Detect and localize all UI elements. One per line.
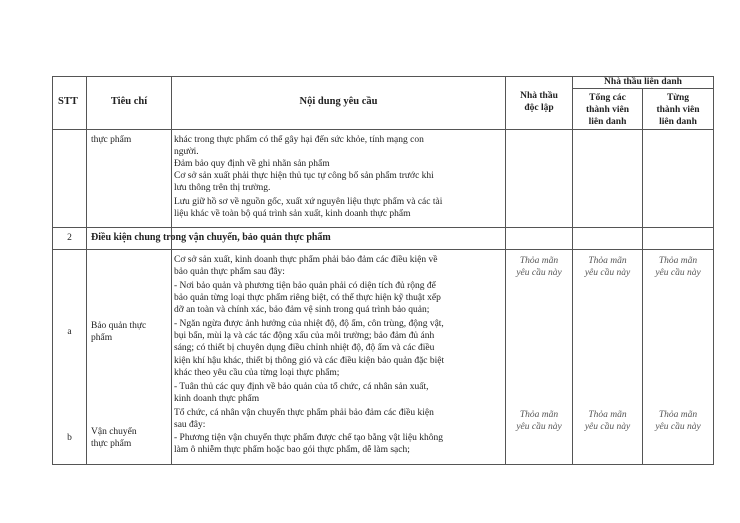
content-line: Cơ sở sản xuất phải thực hiện thủ tục tự công bố sản phẩm trước khi (174, 171, 434, 181)
row-b-meets-independent-2: yêu cầu này (516, 422, 562, 432)
row-a-meets-each: Thỏa mãn (658, 256, 698, 266)
table-bottom-border (52, 464, 714, 465)
column-divider (505, 76, 506, 465)
row-a-criteria-line1: Bảo quản thực (91, 321, 147, 331)
header-stt: STT (58, 96, 78, 107)
row-a-meets-total: Thỏa mãn (588, 256, 627, 266)
content-line: sau đây: (174, 420, 206, 430)
content-line: khác theo yêu cầu của từng loại thực phẩm; (174, 368, 340, 378)
content-line: liệu khác về toàn bộ quá trình sản xuất, kinh doanh thực phẩm (174, 209, 411, 219)
row-b-criteria-line2: thực phẩm (91, 439, 132, 449)
row-divider (52, 227, 714, 228)
content-line: sáng; có thiết bị chuyên dụng điều chỉnh nhiệt độ, độ ẩm và các điều (174, 343, 435, 353)
row-b-stt: b (67, 433, 72, 443)
column-divider (572, 76, 573, 465)
content-line: người. (174, 147, 199, 157)
content-line: kinh doanh thực phẩm (174, 394, 260, 404)
content-line: kiện khí hậu khác, thiết bị thông gió và các điều kiện bảo quản đặc biệt (174, 356, 445, 366)
column-divider (86, 76, 87, 465)
table-right-border (713, 76, 714, 465)
content-line: - Nơi bảo quản và phương tiện bảo quản phải có diện tích đủ rộng để (174, 281, 436, 291)
content-line: bảo quản từng loại thực phẩm riêng biệt, có thể thực hiện kỹ thuật xếp (174, 293, 441, 303)
row-a-meets-each-2: yêu cầu này (655, 268, 701, 278)
table-left-border (52, 76, 53, 465)
header-each-line3: liên danh (659, 117, 697, 127)
header-independent-line1: Nhà thầu (520, 91, 558, 101)
section2-stt: 2 (67, 233, 72, 243)
content-line: - Ngăn ngừa được ảnh hưởng của nhiệt độ, độ ẩm, côn trùng, động vật, (174, 319, 444, 329)
row-a-meets-independent: Thỏa mãn (519, 256, 559, 266)
content-line: làm ô nhiễm thực phẩm hoặc bao gói thực phẩm, dễ làm sạch; (174, 445, 410, 455)
row-b-meets-total-2: yêu cầu này (584, 422, 631, 432)
content-line: Lưu giữ hồ sơ về nguồn gốc, xuất xứ nguyên liệu thực phẩm và các tài (174, 197, 443, 207)
section2-title: Điều kiện chung trong vận chuyển, bảo quản thực phẩm (91, 232, 331, 243)
content-line: dỡ an toàn và chính xác, bảo đảm vệ sinh trong quá trình bảo quản; (174, 305, 430, 315)
header-total-line3: liên danh (588, 117, 627, 127)
header-bottom-border (52, 129, 714, 130)
content-line: khác trong thực phẩm có thể gây hại đến sức khỏe, tính mạng con (174, 135, 424, 145)
row-a-stt: a (67, 327, 72, 337)
row-b-meets-each: Thỏa mãn (658, 410, 698, 420)
header-each-line1: Từng (666, 93, 690, 103)
header-independent-line2: độc lập (524, 103, 554, 113)
row-divider (52, 249, 714, 250)
content-line: Cơ sở sản xuất, kinh doanh thực phẩm phải bảo đảm các điều kiện về (174, 255, 438, 265)
header-each-line2: thành viên (656, 105, 700, 115)
content-line: Đảm bảo quy định về ghi nhãn sản phẩm (174, 159, 330, 169)
row-b-meets-independent: Thỏa mãn (519, 410, 559, 420)
column-divider (642, 88, 643, 465)
row-a-criteria-line2: phẩm (91, 333, 113, 343)
cont-criteria: thực phẩm (91, 135, 132, 145)
header-content: Nội dung yêu cầu (299, 96, 378, 107)
row-a-meets-independent-2: yêu cầu này (516, 268, 562, 278)
row-b-criteria-line1: Vận chuyển (91, 427, 137, 437)
header-joint: Nhà thầu liên danh (604, 77, 682, 87)
content-line: Tổ chức, cá nhân vận chuyển thực phẩm phải bảo đảm các điều kiện (174, 408, 434, 418)
joint-header-divider (572, 88, 714, 89)
content-line: lưu thông trên thị trường. (174, 183, 271, 193)
row-a-meets-total-2: yêu cầu này (584, 268, 631, 278)
column-divider (171, 76, 172, 465)
content-line: - Tuân thủ các quy định về bảo quản của tổ chức, cá nhân sản xuất, (174, 382, 429, 392)
header-total-line2: thành viên (585, 105, 630, 115)
content-line: - Phương tiện vận chuyển thực phẩm được chế tạo bằng vật liệu không (174, 433, 443, 443)
content-line: bụi bẩn, mùi lạ và các tác động xấu của môi trường; bảo đảm đủ ánh (174, 331, 435, 341)
row-b-meets-total: Thỏa mãn (588, 410, 627, 420)
row-b-meets-each-2: yêu cầu này (655, 422, 701, 432)
content-line: bảo quản thực phẩm sau đây: (174, 267, 285, 277)
header-total-line1: Tổng các (589, 93, 626, 103)
header-criteria: Tiêu chí (110, 96, 148, 107)
